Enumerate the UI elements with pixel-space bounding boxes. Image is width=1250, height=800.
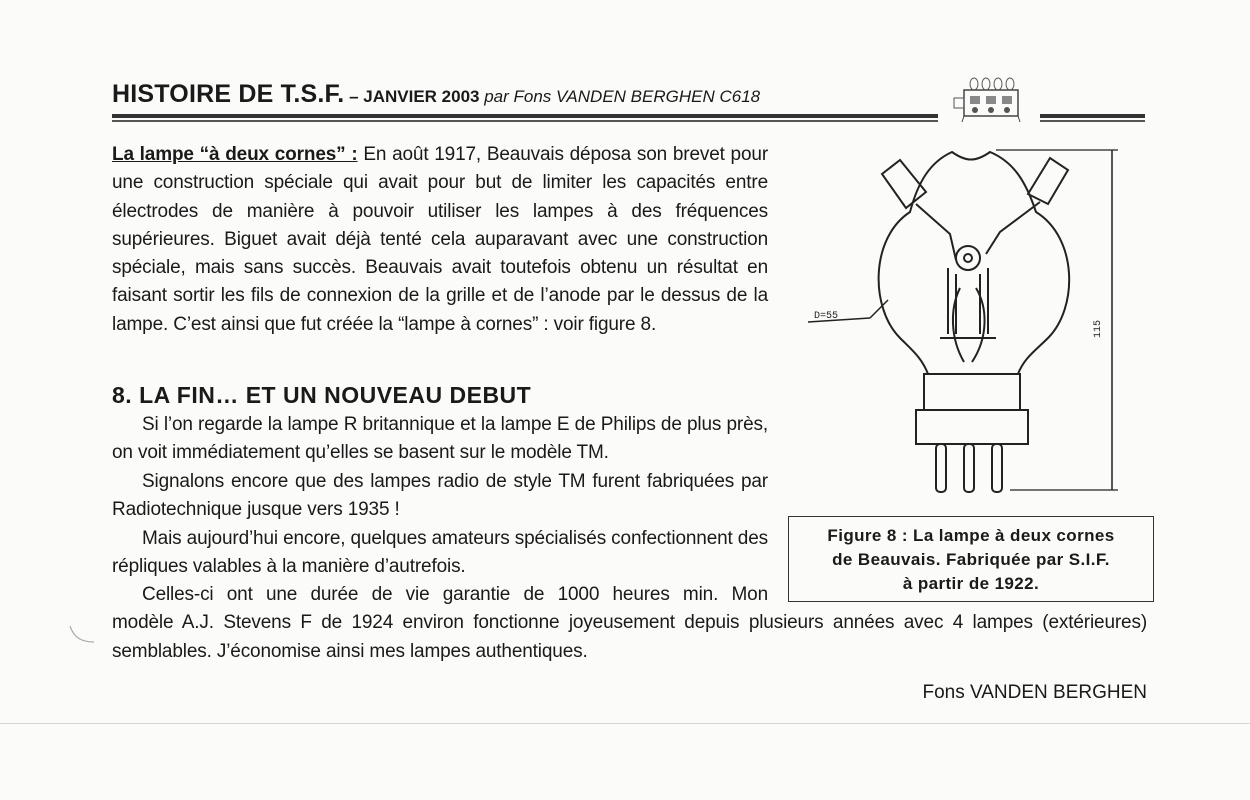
- header-author: par Fons VANDEN BERGHEN C618: [479, 87, 761, 106]
- two-horned-vacuum-tube-drawing: [800, 138, 1145, 500]
- vintage-radio-icon: [950, 72, 1030, 124]
- caption-line-1: Figure 8 : La lampe à deux cornes: [827, 526, 1115, 545]
- header-title: HISTOIRE DE T.S.F.: [112, 80, 345, 108]
- header-rule-left: [112, 114, 938, 122]
- paragraph-lead: La lampe “à deux cornes” :: [112, 144, 358, 165]
- header-date: JANVIER 2003: [363, 87, 480, 106]
- page-header: [112, 80, 912, 109]
- diameter-label: D=55: [814, 311, 839, 322]
- scan-curl-mark: [66, 618, 96, 648]
- page-bottom-edge: [0, 723, 1250, 724]
- header-dash: –: [344, 87, 364, 106]
- author-signature: Fons VANDEN BERGHEN: [922, 682, 1147, 703]
- paragraph-radiotechnique: [112, 468, 768, 525]
- paragraph-horned-lamp: [112, 141, 768, 339]
- paragraph-body: En août 1917, Beauvais déposa son brevet pour une construction spéciale qui avait pour but de limiter les capacités entre électrodes de manière à pouvoir utiliser les lampes à des fréquences supérieures. Biguet avait déjà tenté cela auparavant avec une construction spéciale, mais sans succès. Beauvais avait toutefois obtenu un résultat en faisant sortir les fils de connexion de la grille et de l’anode par le dessus de la lampe. C’est ainsi que fut créée la “lampe à cornes” : voir figure 8.: [112, 144, 768, 335]
- figure-caption: [788, 516, 1154, 602]
- paragraph-first-line: Celles-ci ont une durée de vie garantie de 1000 heures min. Mon: [142, 584, 768, 605]
- paragraph-text: Mais aujourd’hui encore, quelques amateurs spécialisés confectionnent des répliques valables à la manière d’autrefois.: [112, 528, 768, 578]
- header-rule-right: [1040, 114, 1145, 122]
- paragraph-british-lamp: [112, 411, 768, 468]
- paragraph-rest: modèle A.J. Stevens F de 1924 environ fonctionne joyeusement depuis plusieurs années avec 4 lampes (extérieures) semblables. J’économise ainsi mes lampes authentiques.: [112, 612, 1147, 662]
- height-label: 115: [1093, 319, 1104, 338]
- caption-line-3: à partir de 1922.: [902, 574, 1040, 593]
- caption-line-2: de Beauvais. Fabriquée par S.I.F.: [832, 550, 1110, 569]
- paragraph-text: Signalons encore que des lampes radio de style TM furent fabriquées par Radiotechnique jusque vers 1935 !: [112, 471, 768, 521]
- paragraph-replicas: [112, 525, 768, 582]
- paragraph-text: Si l’on regarde la lampe R britannique et la lampe E de Philips de plus près, on voit immédiatement qu’elles se basent sur le modèle TM.: [112, 414, 768, 464]
- section-heading: 8. LA FIN… ET UN NOUVEAU DEBUT: [112, 382, 532, 408]
